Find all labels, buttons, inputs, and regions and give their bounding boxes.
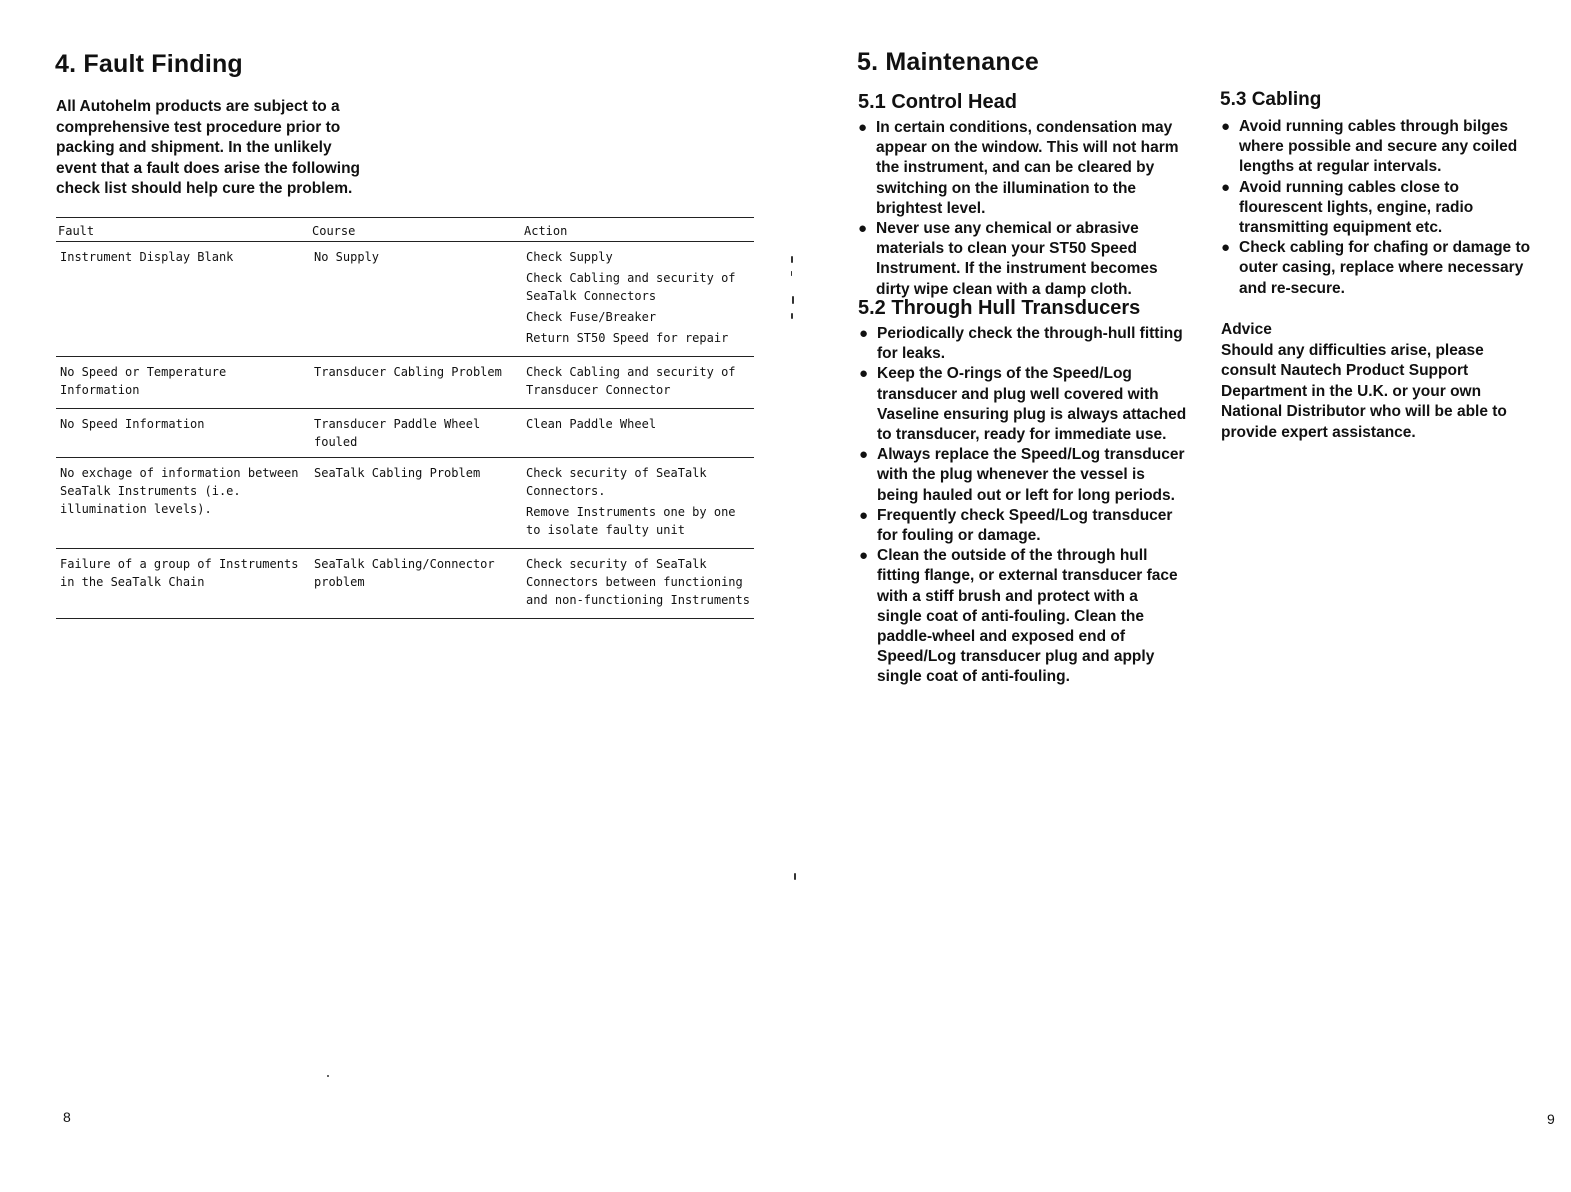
table-row [56, 242, 754, 357]
page-number-left: 8 [63, 1109, 71, 1125]
action-cell [522, 409, 754, 458]
action-item: Check Fuse/Breaker [526, 310, 657, 324]
list-item: ● Keep the O-rings of the Speed/Log transducer and plug well covered with Vaseline ensuring plug is always attached to transducer, ready for immediate use. [859, 365, 1187, 444]
list-item: ● Clean the outside of the through hull fitting flange, or external transducer face with a stiff brush and protect with a single coat of anti-fouling. Clean the paddle-wheel and exposed end of Speed/Log transducer plug and apply single coat of anti-fouling. [859, 547, 1178, 686]
list-item: ● Periodically check the through-hull fitting for leaks. [859, 325, 1183, 363]
list-item: ● Avoid running cables close to flourescent lights, engine, radio transmitting equipment etc. [1221, 178, 1474, 237]
bullet-icon: ● [1221, 239, 1231, 257]
fault-table-header-row [56, 218, 754, 242]
fault-cell: Instrument Display Blank [56, 242, 310, 357]
action-item: Check Cabling and security of SeaTalk Connectors [526, 271, 736, 303]
fault-column-header: Fault [56, 218, 310, 242]
advice-title: Advice [1221, 321, 1272, 338]
action-item: Remove Instruments one by one to isolate faulty unit [526, 505, 736, 537]
course-column-header: Course [310, 218, 522, 242]
bullet-icon: ● [859, 365, 869, 383]
action-column-header: Action [522, 218, 754, 242]
table-row [56, 458, 754, 549]
page-number-right: 9 [1547, 1111, 1555, 1127]
action-item: Clean Paddle Wheel [526, 417, 657, 431]
through-hull-title: 5.2 Through Hull Transducers [858, 297, 1141, 319]
control-head-title: 5.1 Control Head [858, 91, 1017, 113]
fault-finding-heading: 4. Fault Finding [55, 50, 243, 78]
list-item: ● Avoid running cables through bilges where possible and secure any coiled lengths at regular intervals. [1221, 118, 1518, 176]
action-item: Check security of SeaTalk Connectors. [526, 466, 707, 498]
bullet-icon: ● [859, 446, 869, 464]
through-hull-list [859, 324, 1187, 688]
advice-text: Should any difficulties arise, please consult Nautech Product Support Department in the U.K. or your own National Distributor who will be able to provide expert assistance. [1221, 341, 1507, 441]
fault-cell: No Speed or Temperature Information [56, 357, 310, 409]
bullet-icon: ● [1221, 178, 1231, 196]
scan-speck [791, 313, 793, 319]
bullet-icon: ● [858, 119, 868, 136]
bullet-icon: ● [859, 506, 869, 524]
action-cell [522, 549, 754, 619]
action-item: Check security of SeaTalk Connectors between functioning and non-functioning Instruments [526, 557, 750, 607]
table-row [56, 549, 754, 619]
action-item: Check Supply [526, 250, 613, 264]
list-item: ● In certain conditions, condensation may appear on the window. This will not harm the instrument, and can be cleared by switching on the illumination to the brightest level. [858, 119, 1179, 217]
course-cell: SeaTalk Cabling/Connector problem [310, 549, 522, 619]
scan-speck [791, 271, 792, 276]
bullet-icon: ● [859, 547, 869, 565]
action-cell [522, 357, 754, 409]
bullet-icon: ● [1221, 118, 1231, 135]
course-cell: Transducer Cabling Problem [310, 357, 522, 409]
fault-finding-intro: All Autohelm products are subject to a comprehensive test procedure prior to packing and shipment. In the unlikely event that a fault does arise the following check list should help cure the problem. [56, 98, 361, 197]
fault-cell: No Speed Information [56, 409, 310, 458]
cabling-list [1221, 117, 1541, 299]
table-row [56, 409, 754, 458]
action-item: Check Cabling and security of Transducer Connector [526, 365, 736, 397]
action-cell [522, 242, 754, 357]
scan-speck [327, 1075, 329, 1077]
list-item: ● Frequently check Speed/Log transducer for fouling or damage. [859, 506, 1173, 545]
bullet-icon: ● [858, 220, 868, 238]
advice-block [1221, 320, 1537, 443]
maintenance-heading: 5. Maintenance [857, 48, 1040, 76]
bullet-icon: ● [859, 325, 869, 342]
list-item: ● Never use any chemical or abrasive materials to clean your ST50 Speed Instrument. If the instrument becomes dirty wipe clean with a damp cloth. [858, 220, 1158, 298]
course-cell: No Supply [310, 242, 522, 357]
fault-cell: Failure of a group of Instruments in the SeaTalk Chain [56, 549, 310, 619]
scan-speck [792, 296, 794, 304]
fault-table [56, 217, 754, 619]
cabling-title: 5.3 Cabling [1220, 89, 1322, 110]
control-head-list [858, 118, 1180, 300]
action-item: Return ST50 Speed for repair [526, 331, 729, 345]
course-cell: SeaTalk Cabling Problem [310, 458, 522, 549]
scan-speck [794, 873, 796, 880]
fault-cell: No exchage of information between SeaTalk Instruments (i.e. illumination levels). [56, 458, 310, 549]
list-item: ● Check cabling for chafing or damage to outer casing, replace where necessary and re-secure. [1221, 239, 1531, 297]
course-cell: Transducer Paddle Wheel fouled [310, 409, 522, 458]
table-row [56, 357, 754, 409]
scan-speck [791, 256, 793, 263]
action-cell [522, 458, 754, 549]
list-item: ● Always replace the Speed/Log transducer with the plug whenever the vessel is being hauled out or left for long periods. [859, 446, 1185, 504]
